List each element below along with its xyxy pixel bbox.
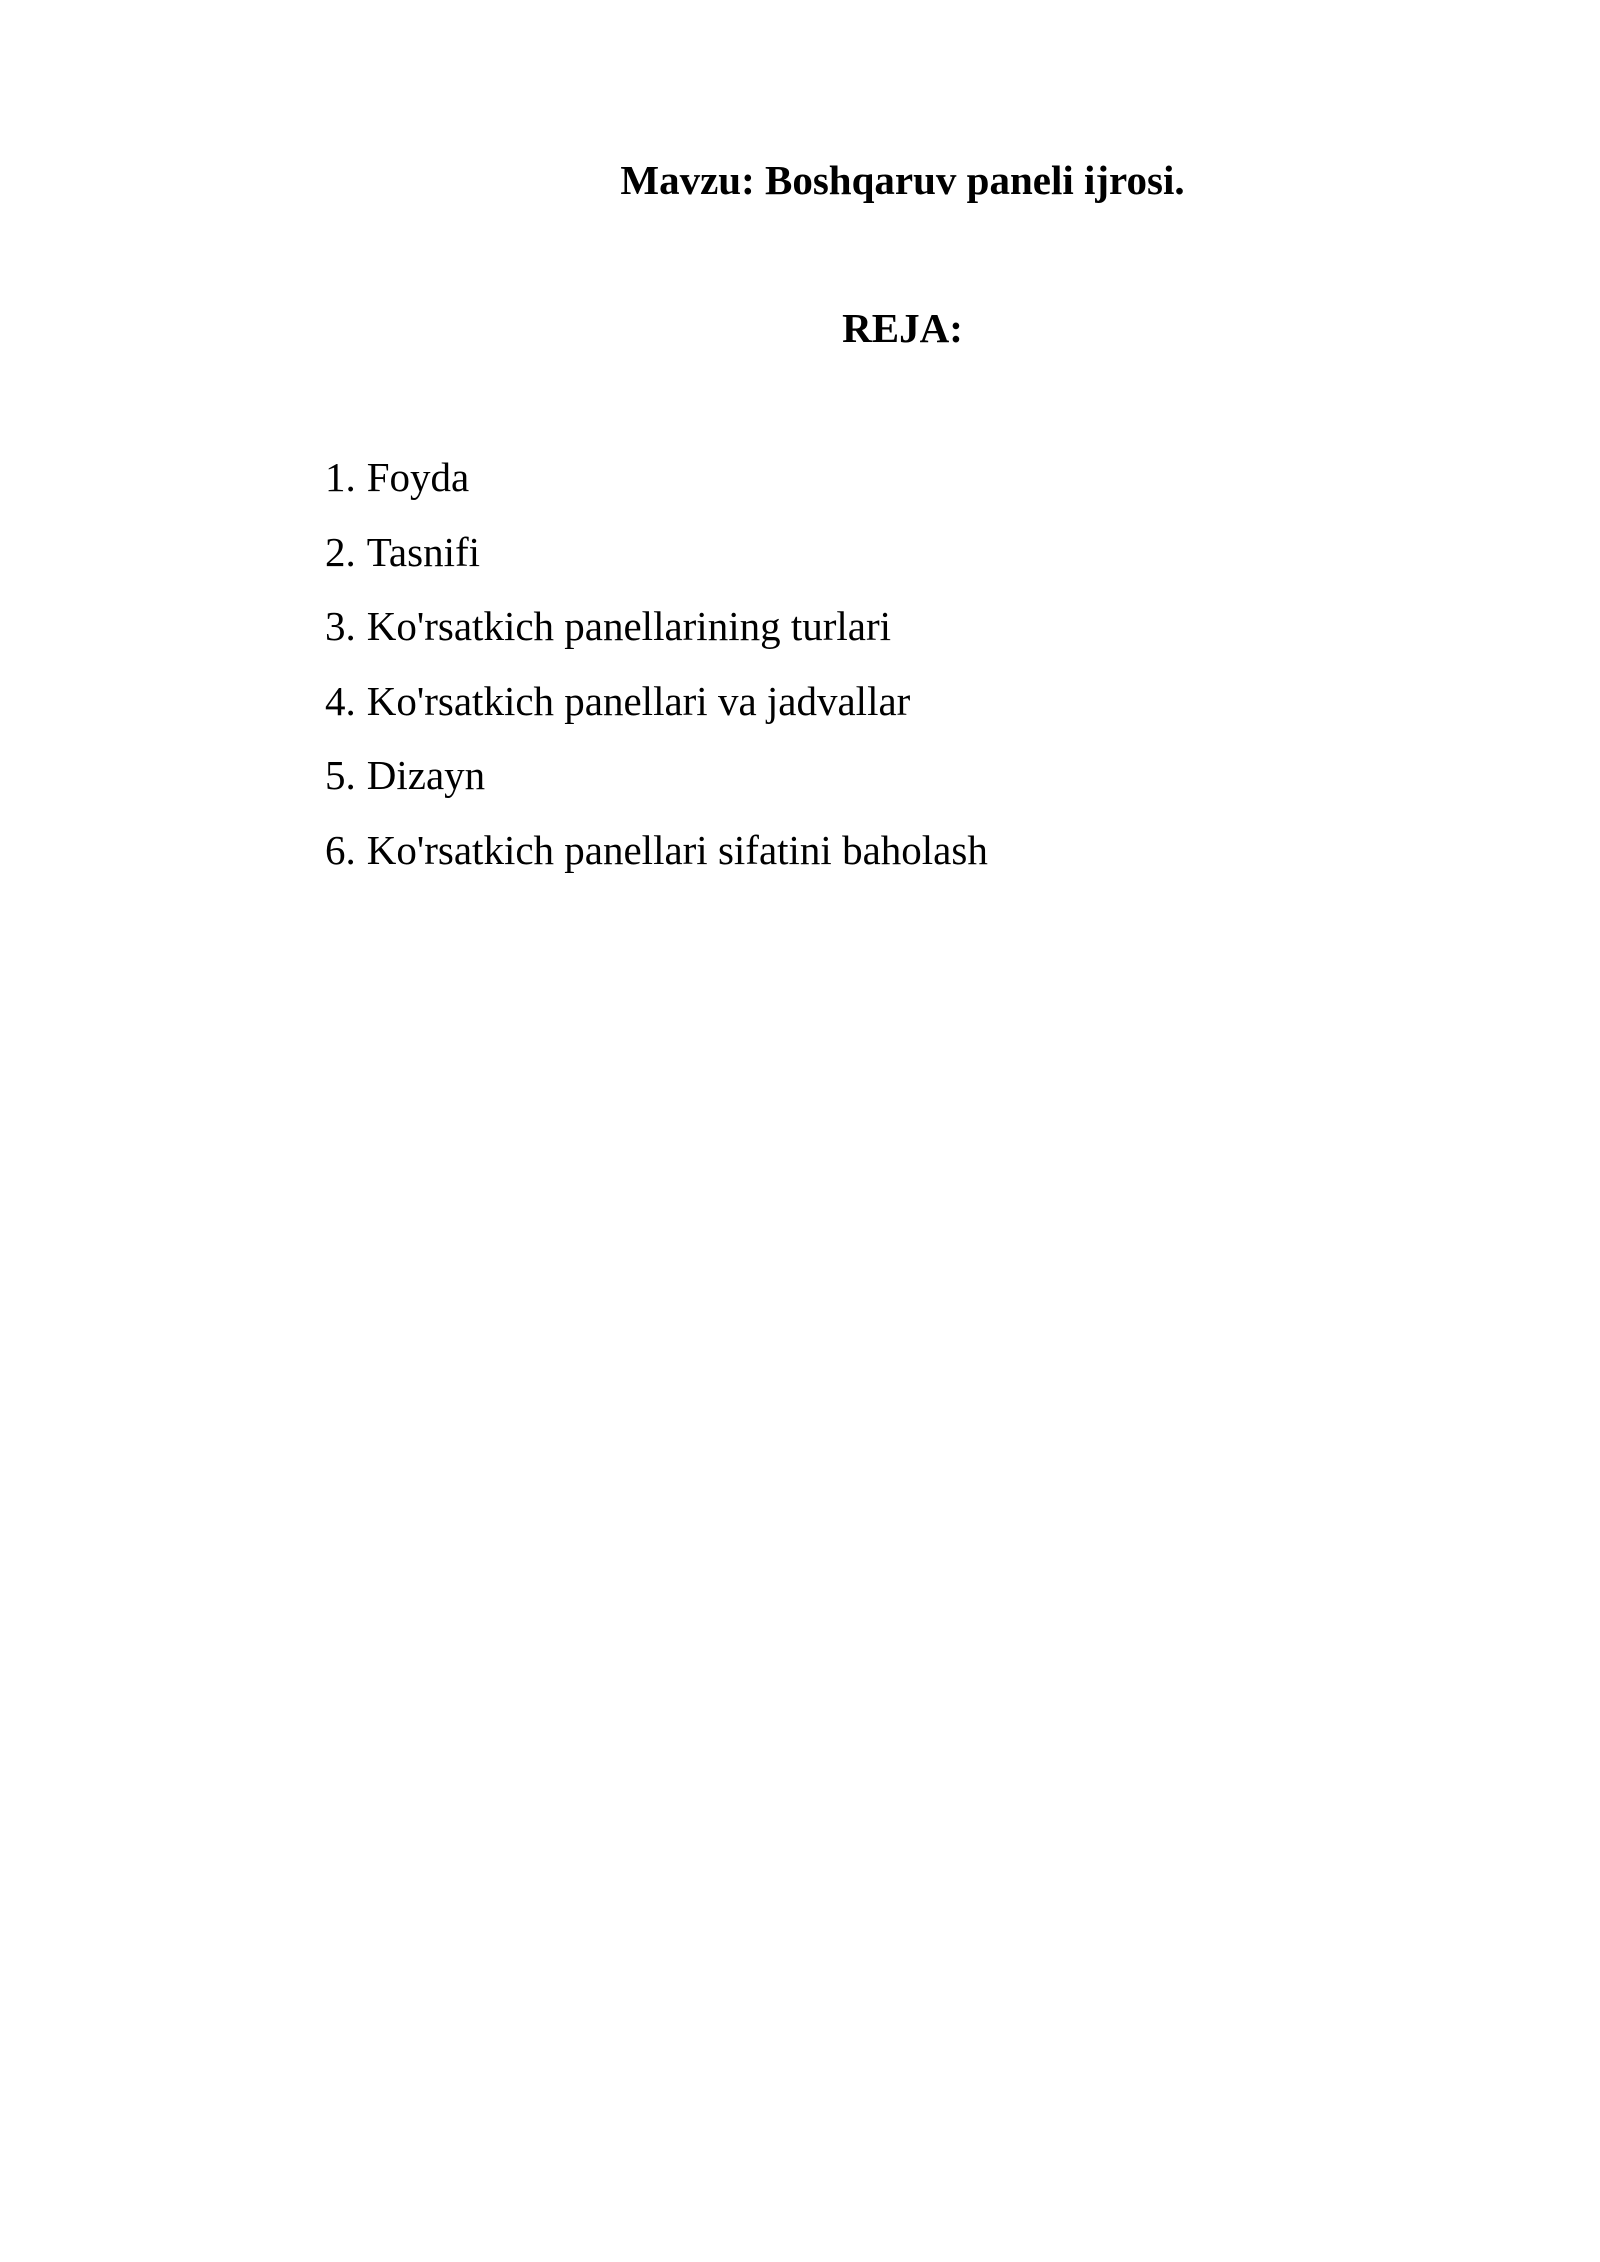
plan-list [325, 447, 988, 894]
plan-item [325, 596, 988, 671]
plan-item-text: Ko'rsatkich panellari va jadvallar [366, 677, 911, 724]
plan-item-text: Tasnifi [366, 528, 481, 575]
plan-item [325, 745, 988, 820]
document-title: Mavzu: Boshqaruv paneli ijrosi. [620, 157, 1185, 203]
plan-item [325, 447, 988, 522]
plan-heading: REJA: [842, 305, 963, 351]
plan-item-number: 6. [325, 826, 356, 873]
plan-item [325, 820, 988, 895]
plan-item-number: 5. [325, 752, 356, 798]
plan-item-text: Ko'rsatkich panellari sifatini baholash [366, 826, 988, 873]
plan-item-text: Dizayn [366, 752, 486, 798]
plan-item-number: 3. [325, 603, 356, 649]
plan-item [325, 671, 988, 746]
plan-item-text: Foyda [366, 454, 470, 500]
plan-item-number: 2. [325, 528, 356, 575]
plan-item-number: 1. [325, 454, 356, 500]
plan-item-text: Ko'rsatkich panellarining turlari [366, 603, 892, 649]
plan-item-number: 4. [325, 677, 356, 724]
plan-item [325, 522, 988, 597]
